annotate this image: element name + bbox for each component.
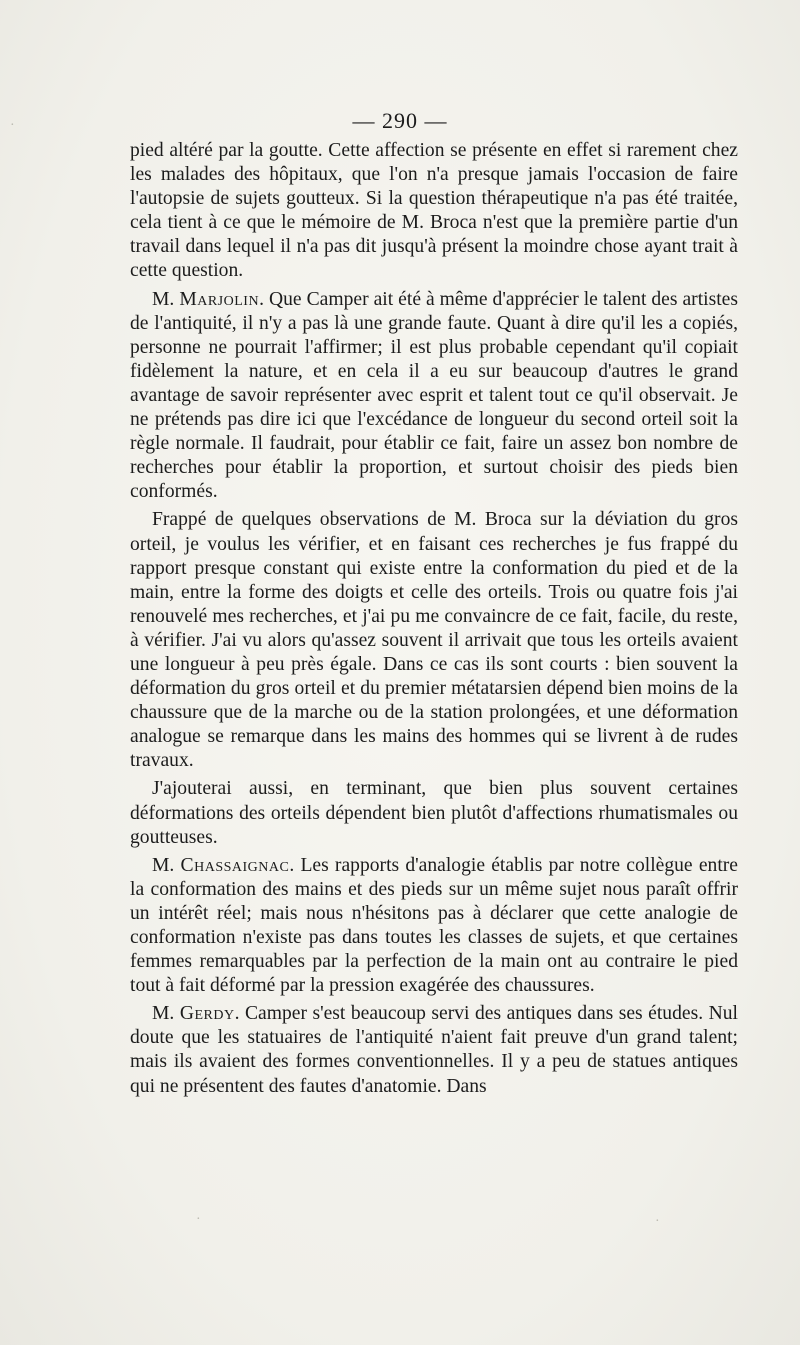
paragraph-text: . Camper s'est beaucoup servi des antiques dans ses études. Nul doute que les statuaires de l'antiquité n'aient fait preuve d'un grand talent; mais ils avaient des formes conventionnelles. Il y a peu de statues antiques qui ne présentent des fautes d'anatomie. Dans	[130, 1003, 738, 1097]
speaker-prefix: M.	[152, 854, 181, 876]
paragraph	[130, 508, 738, 773]
bleed-through-mark: ·	[655, 1214, 660, 1229]
paragraph-text: J'ajouterai aussi, en terminant, que bien plus souvent certaines déformations des orteils dépendent bien plutôt d'affections rhumatismales ou goutteuses.	[130, 778, 738, 848]
paragraph	[130, 288, 738, 505]
margin-speck: ·	[10, 118, 15, 133]
speaker-name: Chassaignac	[180, 854, 290, 876]
paragraph	[130, 854, 738, 999]
page-number: — 290 —	[352, 108, 448, 133]
paragraph-text: Frappé de quelques observations de M. Broca sur la déviation du gros orteil, je voulus les vérifier, et en faisant ces recherches je fus frappé du rapport presque constant qui existe entre la conformation du pied et de la main, entre la forme des doigts et celle des orteils. Trois ou quatre fois j'ai renouvelé mes recherches, et j'ai pu me convaincre de ce fait, facile, du reste, à vérifier. J'ai vu alors qu'assez souvent il arrivait que tous les orteils avaient une longueur à peu près égale. Dans ce cas ils sont courts : bien souvent la déformation du gros orteil et du premier métatarsien dépend bien moins de la chaussure que de la marche ou de la station prolongées, et une déformation analogue se remarque dans les mains des hommes qui se livrent à de rudes travaux.	[130, 509, 738, 772]
bleed-through-mark: ·	[196, 1212, 201, 1227]
speaker-prefix: M.	[152, 1003, 180, 1025]
body-text	[130, 139, 738, 1103]
paragraph-text: pied altéré par la goutte. Cette affection se présente en effet si rarement chez les malades des hôpitaux, que l'on n'a presque jamais l'occasion de faire l'autopsie de sujets goutteux. Si la question thérapeutique n'a pas été traitée, cela tient à ce que le mémoire de M. Broca n'est que la première partie d'un travail dans lequel il n'a pas dit jusqu'à présent la moindre chose ayant trait à cette question.	[130, 140, 738, 282]
paragraph	[130, 777, 738, 849]
speaker-name: Gerdy	[179, 1003, 235, 1025]
paragraph-text: . Les rapports d'analogie établis par notre collègue entre la conformation des mains et des pieds sur un même sujet nous paraît offrir un intérêt réel; mais nous n'hésitons pas à déclarer que cette analogie de conformation n'existe pas dans toutes les classes de sujets, et que certaines femmes remarquables par la perfection de la main ont au contraire le pied tout à fait déformé par la pression exagérée des chaussures.	[130, 854, 738, 997]
paragraph	[130, 139, 738, 284]
paragraph	[130, 1002, 738, 1098]
speaker-prefix: M.	[152, 288, 180, 310]
paragraph-text: . Que Camper ait été à même d'apprécier le talent des artistes de l'antiquité, il n'y a pas là une grande faute. Quant à dire qu'il les a copiés, personne ne pourrait l'affirmer; il est plus probable cependant qu'il copiait fidèlement la nature, et en cela il a eu sur beaucoup d'autres le grand avantage de savoir représenter avec esprit et talent tout ce qu'il observait. Je ne prétends pas dire ici que l'excédance de longueur du second orteil soit la règle normale. Il faudrait, pour établir ce fait, faire un assez bon nombre de recherches pour établir la proportion, et surtout choisir des pieds bien conformés.	[130, 288, 738, 503]
speaker-name: Marjolin	[179, 288, 260, 310]
